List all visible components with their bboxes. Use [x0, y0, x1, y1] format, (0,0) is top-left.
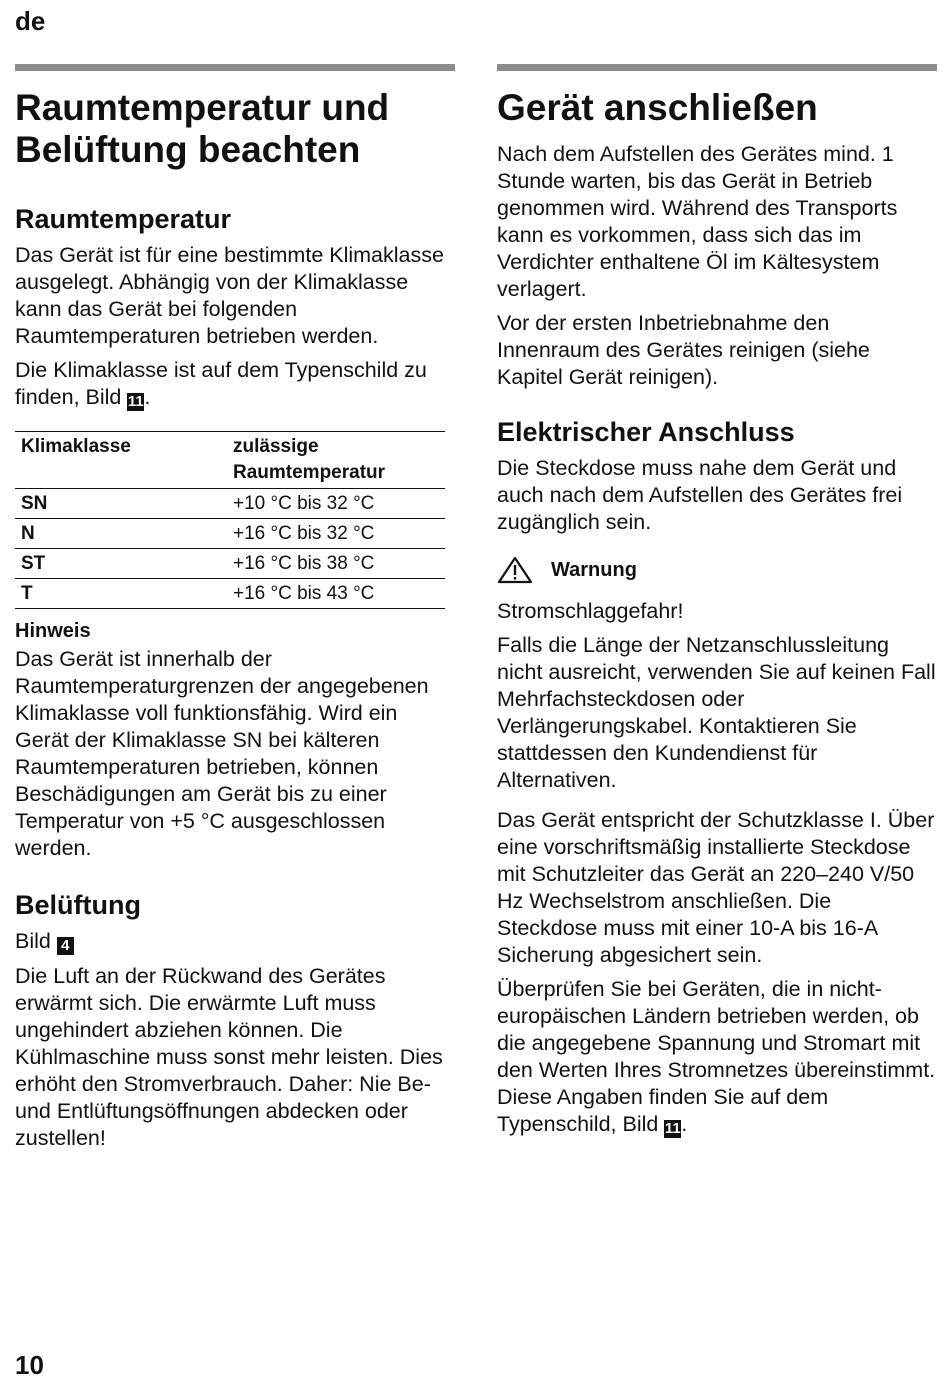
table-cell-temperature: +10 °C bis 32 °C	[227, 489, 445, 519]
table-cell-klimaklasse: T	[15, 579, 227, 609]
table-row	[15, 489, 445, 519]
paragraph-inbetriebnahme: Vor der ersten Inbetriebnahme den Innenraum des Gerätes reinigen (siehe Kapitel Gerät reinigen).	[497, 311, 870, 389]
warning-body-text: Falls die Länge der Netzanschlussleitung nicht ausreicht, verwenden Sie auf keinen Fall Mehrfachsteckdosen oder Verlängerungskabel. Kontaktieren Sie stattdessen den Kundendienst für Alternativen.	[497, 633, 936, 792]
table-row	[15, 579, 445, 609]
paragraph-steckdose: Die Steckdose muss nahe dem Gerät und auch nach dem Aufstellen des Gerätes frei zugänglich sein.	[497, 456, 903, 534]
paragraph-belueftung: Die Luft an der Rückwand des Gerätes erwärmt sich. Die erwärmte Luft muss ungehindert abziehen können. Die Kühlmaschine muss sonst mehr leisten. Dies erhöht den Stromverbrauch. Daher: Nie Be- und Entlüftungsöffnungen abdecken oder zustellen!	[15, 964, 443, 1150]
table-cell-temperature: +16 °C bis 32 °C	[227, 519, 445, 549]
note-text: Das Gerät ist innerhalb der Raumtemperaturgrenzen der angegebenen Klimaklasse voll funktionsfähig. Wird ein Gerät der Klimaklasse SN bei kälteren Raumtemperaturen betrieben, können Beschädigungen am Gerät bis zu einer Temperatur von +5 °C ausgeschlossen werden.	[15, 647, 429, 860]
climate-class-table	[15, 431, 445, 609]
page-number: 10	[15, 1350, 44, 1380]
table-cell-klimaklasse: SN	[15, 489, 227, 519]
table-row	[15, 549, 445, 579]
heading-raumtemperatur: Raumtemperatur	[15, 204, 232, 234]
paragraph-typenschild-reference	[15, 357, 455, 411]
section-title-geraet-anschliessen: Gerät anschließen	[497, 87, 818, 128]
heading-belueftung: Belüftung	[15, 890, 141, 920]
warning-label: Warnung	[551, 558, 637, 581]
paragraph-klimaklasse-intro: Das Gerät ist für eine bestimmte Klimaklasse ausgelegt. Abhängig von der Klimaklasse kann das Gerät bei folgenden Raumtemperaturen betrieben werden.	[15, 243, 444, 348]
table-cell-klimaklasse: N	[15, 519, 227, 549]
figure-reference	[15, 928, 455, 955]
paragraph-end: .	[144, 385, 151, 409]
figure-reference-text: Bild	[15, 929, 57, 953]
section-divider-bar	[15, 64, 455, 71]
paragraph-text: Die Klimaklasse ist auf dem Typenschild zu finden, Bild	[15, 358, 427, 409]
right-column	[497, 64, 937, 1138]
paragraph-end: .	[681, 1112, 688, 1136]
note-label: Hinweis	[15, 620, 91, 642]
table-body	[15, 489, 445, 609]
table-cell-temperature: +16 °C bis 38 °C	[227, 549, 445, 579]
section-title-raumtemperatur-belueftung: Raumtemperatur und Belüftung beachten	[15, 87, 390, 170]
table-cell-klimaklasse: ST	[15, 549, 227, 579]
table-row	[15, 519, 445, 549]
warning-danger-text: Stromschlaggefahr!	[497, 599, 684, 623]
paragraph-aufstellen: Nach dem Aufstellen des Gerätes mind. 1 Stunde warten, bis das Gerät in Betrieb genommen wird. Während des Transports kann es vorkommen, dass sich das im Verdichter enthaltene Öl im Kältesystem verlagert.	[497, 142, 898, 301]
paragraph-schutzklasse: Das Gerät entspricht der Schutzklasse I. Über eine vorschriftsmäßig installierte Steckdose mit Schutzleiter das Gerät an 220–240 V/50 Hz Wechselstrom anschließen. Die Steckdose muss mit einer 10-A bis 16-A Sicherung abgesichert sein.	[497, 808, 935, 967]
figure-number-badge: 11	[127, 393, 144, 410]
warning-triangle-icon	[497, 556, 533, 584]
table-header-row	[15, 432, 445, 489]
table-header-raumtemperatur: zulässige Raumtemperatur	[233, 436, 386, 483]
heading-elektrischer-anschluss: Elektrischer Anschluss	[497, 417, 795, 447]
section-divider-bar	[497, 64, 937, 71]
paragraph-text: Überprüfen Sie bei Geräten, die in nicht-europäischen Ländern betrieben werden, ob die angegebene Spannung und Stromart mit den Werten Ihres Stromnetzes übereinstimmt. Diese Angaben finden Sie auf dem Typenschild, Bild	[497, 977, 936, 1136]
language-code: de	[15, 6, 46, 36]
figure-number-badge: 11	[664, 1120, 681, 1137]
table-header-klimaklasse: Klimaklasse	[21, 436, 131, 457]
paragraph-spannung-pruefen	[497, 976, 937, 1138]
figure-number-badge: 4	[57, 937, 74, 955]
warning-header	[497, 556, 937, 584]
left-column	[15, 64, 455, 1152]
table-cell-temperature: +16 °C bis 43 °C	[227, 579, 445, 609]
